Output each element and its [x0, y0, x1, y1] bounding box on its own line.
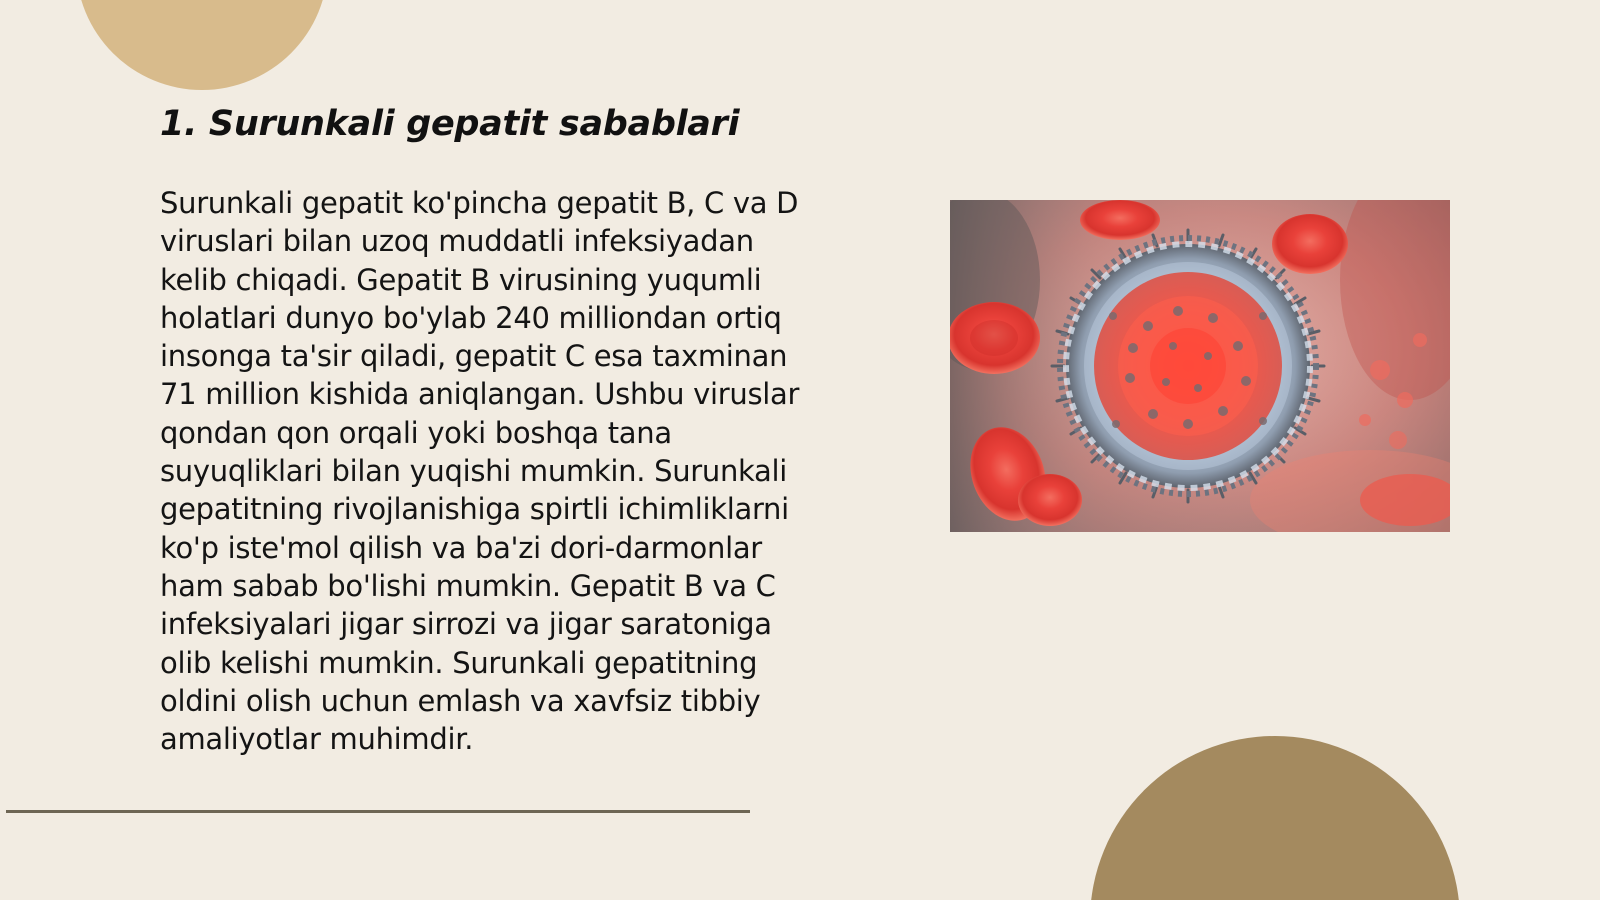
slide-title: 1. Surunkali gepatit sabablari: [160, 104, 740, 144]
body-line: Surunkali gepatit ko'pincha gepatit B, C va D: [160, 186, 799, 220]
body-line: viruslari bilan uzoq muddatli infeksiyadan: [160, 224, 754, 259]
body-line: insonga ta'sir qiladi, gepatit C esa taxminan: [160, 339, 788, 374]
body-line: suyuqliklari bilan yuqishi mumkin. Surunkali: [160, 454, 788, 489]
body-line: ko'p iste'mol qilish va ba'zi dori-darmonlar: [160, 530, 762, 565]
body-line: olib kelishi mumkin. Surunkali gepatitning: [160, 645, 758, 680]
body-line: infeksiyalari jigar sirrozi va jigar saratoniga: [160, 607, 772, 642]
virus-illustration-svg: [950, 200, 1450, 532]
body-line: gepatitning rivojlanishiga spirtli ichimliklarni: [160, 492, 789, 527]
body-line: amaliyotlar muhimdir.: [160, 722, 474, 757]
decorative-circle-bottom: [1090, 736, 1460, 900]
body-line: qondan qon orqali yoki boshqa tana: [160, 415, 672, 450]
body-line: kelib chiqadi. Gepatit B virusining yuqumli: [160, 262, 762, 297]
body-line: holatlari dunyo bo'ylab 240 milliondan ortiq: [160, 300, 782, 335]
decorative-circle-top: [76, 0, 328, 90]
body-line: oldini olish uchun emlash va xavfsiz tibbiy: [160, 683, 761, 718]
slide-body-text: [160, 184, 860, 758]
body-line: 71 million kishida aniqlangan. Ushbu viruslar: [160, 377, 800, 412]
body-line: ham sabab bo'lishi mumkin. Gepatit B va C: [160, 568, 776, 603]
virus-illustration-image: [950, 200, 1450, 532]
divider-line: [6, 810, 750, 813]
